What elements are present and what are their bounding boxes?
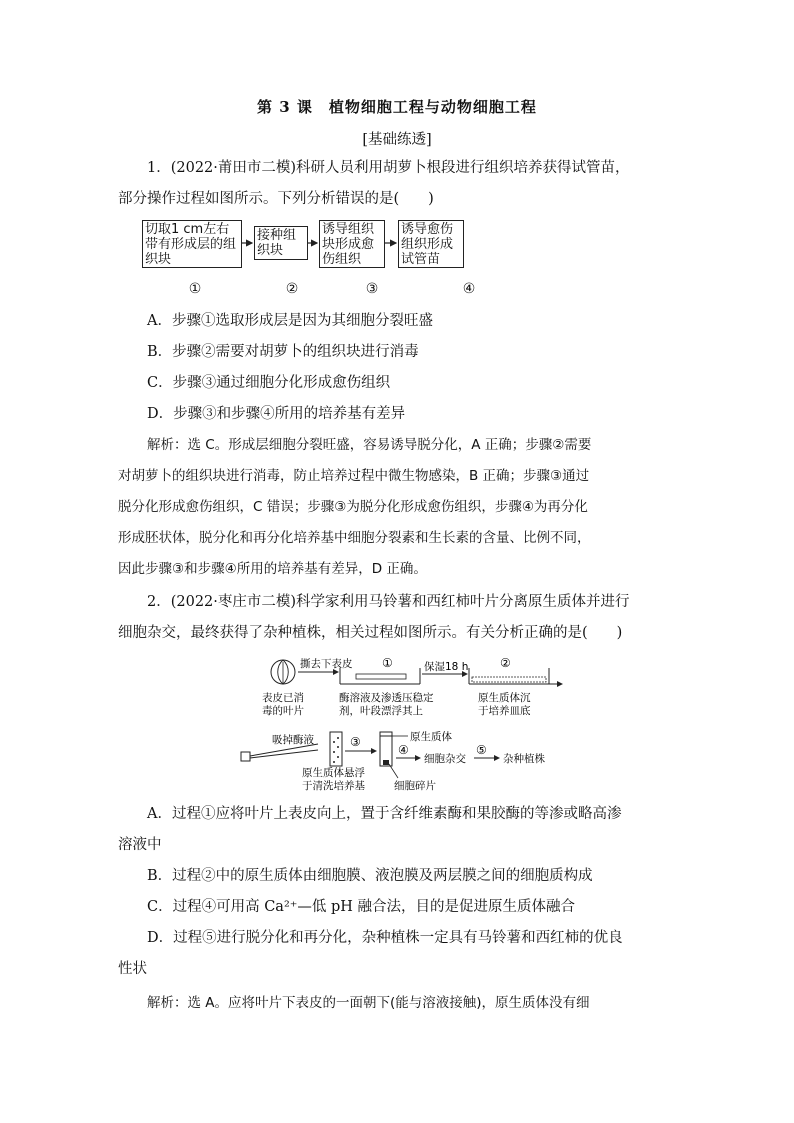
flow-step-4: ④ (462, 281, 476, 297)
q1-analysis-line5: 因此步骤③和步骤④所用的培养基有差异，D 正确。 (118, 561, 427, 577)
flow-box-3: 诱导组织块形成愈伤组织 (319, 220, 385, 268)
flow-step-1: ① (188, 281, 202, 297)
q1-analysis-line2: 对胡萝卜的组织块进行消毒，防止培养过程中微生物感染，B 正确；步骤③通过 (118, 468, 590, 484)
suck-label: 吸掉酶液 (272, 734, 314, 746)
protoplast-label: 原生质体 (410, 731, 452, 743)
q2-option-d-line1: D．过程⑤进行脱分化和再分化，杂种植株一定具有马铃薯和西红柿的优良 (147, 930, 623, 946)
q1-option-d: D．步骤③和步骤④所用的培养基有差异 (147, 406, 406, 422)
q1-stem-line1: 1．(2022·莆田市二模)科研人员利用胡萝卜根段进行组织培养获得试管苗， (147, 160, 630, 176)
flow-step-2: ② (285, 281, 299, 297)
q2-option-d-line2: 性状 (118, 961, 147, 977)
enzyme-label-1: 酶溶液及渗透压稳定 (339, 692, 434, 704)
flow-box-2: 接种组织块 (254, 226, 308, 260)
flow-box-4: 诱导愈伤组织形成试管苗 (398, 220, 464, 268)
section-subtitle: [基础练透] (362, 132, 432, 148)
susp-label-2: 于清洗培养基 (302, 780, 365, 792)
flow-box-1: 切取1 cm左右带有形成层的组织块 (142, 220, 242, 268)
pipette-icon (241, 744, 318, 761)
q2-stem-line2: 细胞杂交，最终获得了杂种植株，相关过程如图所示。有关分析正确的是( ) (118, 625, 623, 641)
peel-label: 撕去下表皮 (300, 658, 353, 670)
q1-option-a: A．步骤①选取形成层是因为其细胞分裂旺盛 (147, 313, 433, 329)
step-3-marker: ③ (350, 735, 361, 749)
q2-option-b: B．过程②中的原生质体由细胞膜、液泡膜及两层膜之间的细胞质构成 (147, 868, 593, 884)
dish-1 (340, 668, 420, 684)
q2-option-a-line2: 溶液中 (118, 837, 162, 853)
q2-option-c: C．过程④可用高 Ca²⁺—低 pH 融合法，目的是促进原生质体融合 (147, 899, 576, 915)
q1-analysis-line4: 形成胚状体，脱分化和再分化培养基中细胞分裂素和生长素的含量、比例不同， (118, 530, 591, 546)
keep-label: 保湿18 h (424, 661, 469, 673)
step-2-marker: ② (500, 656, 511, 670)
susp-label-1: 原生质体悬浮 (302, 767, 365, 779)
debris-label: 细胞碎片 (394, 780, 436, 792)
dish-2 (469, 668, 549, 684)
flow-step-3: ③ (365, 281, 379, 297)
tube-2 (380, 732, 392, 766)
q2-analysis-line1: 解析：选 A。应将叶片下表皮的一面朝下(能与溶液接触)，原生质体没有细 (147, 995, 590, 1011)
fusion-label: 细胞杂交 (424, 753, 466, 765)
step-1-marker: ① (382, 656, 393, 670)
hybrid-label: 杂种植株 (503, 753, 545, 765)
q1-analysis-line3: 脱分化形成愈伤组织，C 错误；步骤③为脱分化形成愈伤组织，步骤④为再分化 (118, 499, 588, 515)
tube-1 (330, 732, 342, 766)
leaf-label-2: 毒的叶片 (262, 705, 304, 717)
q1-option-b: B．步骤②需要对胡萝卜的组织块进行消毒 (147, 344, 419, 360)
step-4-marker: ④ (398, 743, 409, 757)
step-5-marker: ⑤ (476, 743, 487, 757)
q1-analysis-line1: 解析：选 C。形成层细胞分裂旺盛，容易诱导脱分化，A 正确；步骤②需要 (147, 437, 592, 453)
enzyme-label-2: 剂，叶段漂浮其上 (339, 705, 423, 717)
q2-stem-line1: 2．(2022·枣庄市二模)科学家利用马铃薯和西红柿叶片分离原生质体并进行 (147, 594, 630, 610)
q2-option-a-line1: A．过程①应将叶片上表皮向上，置于含纤维素酶和果胶酶的等渗或略高渗 (147, 806, 622, 822)
leaf-icon (271, 660, 295, 684)
settle-label-2: 于培养皿底 (478, 705, 531, 717)
settle-label-1: 原生质体沉 (478, 692, 531, 704)
leaf-label-1: 表皮已消 (262, 692, 304, 704)
flow-arrows (0, 0, 794, 300)
q2-process-diagram (0, 650, 794, 795)
page-title: 第 3 课 植物细胞工程与动物细胞工程 (257, 98, 537, 116)
debris-pointer (389, 764, 398, 778)
q1-stem-line2: 部分操作过程如图所示。下列分析错误的是( ) (118, 191, 434, 207)
q1-option-c: C．步骤③通过细胞分化形成愈伤组织 (147, 375, 391, 391)
